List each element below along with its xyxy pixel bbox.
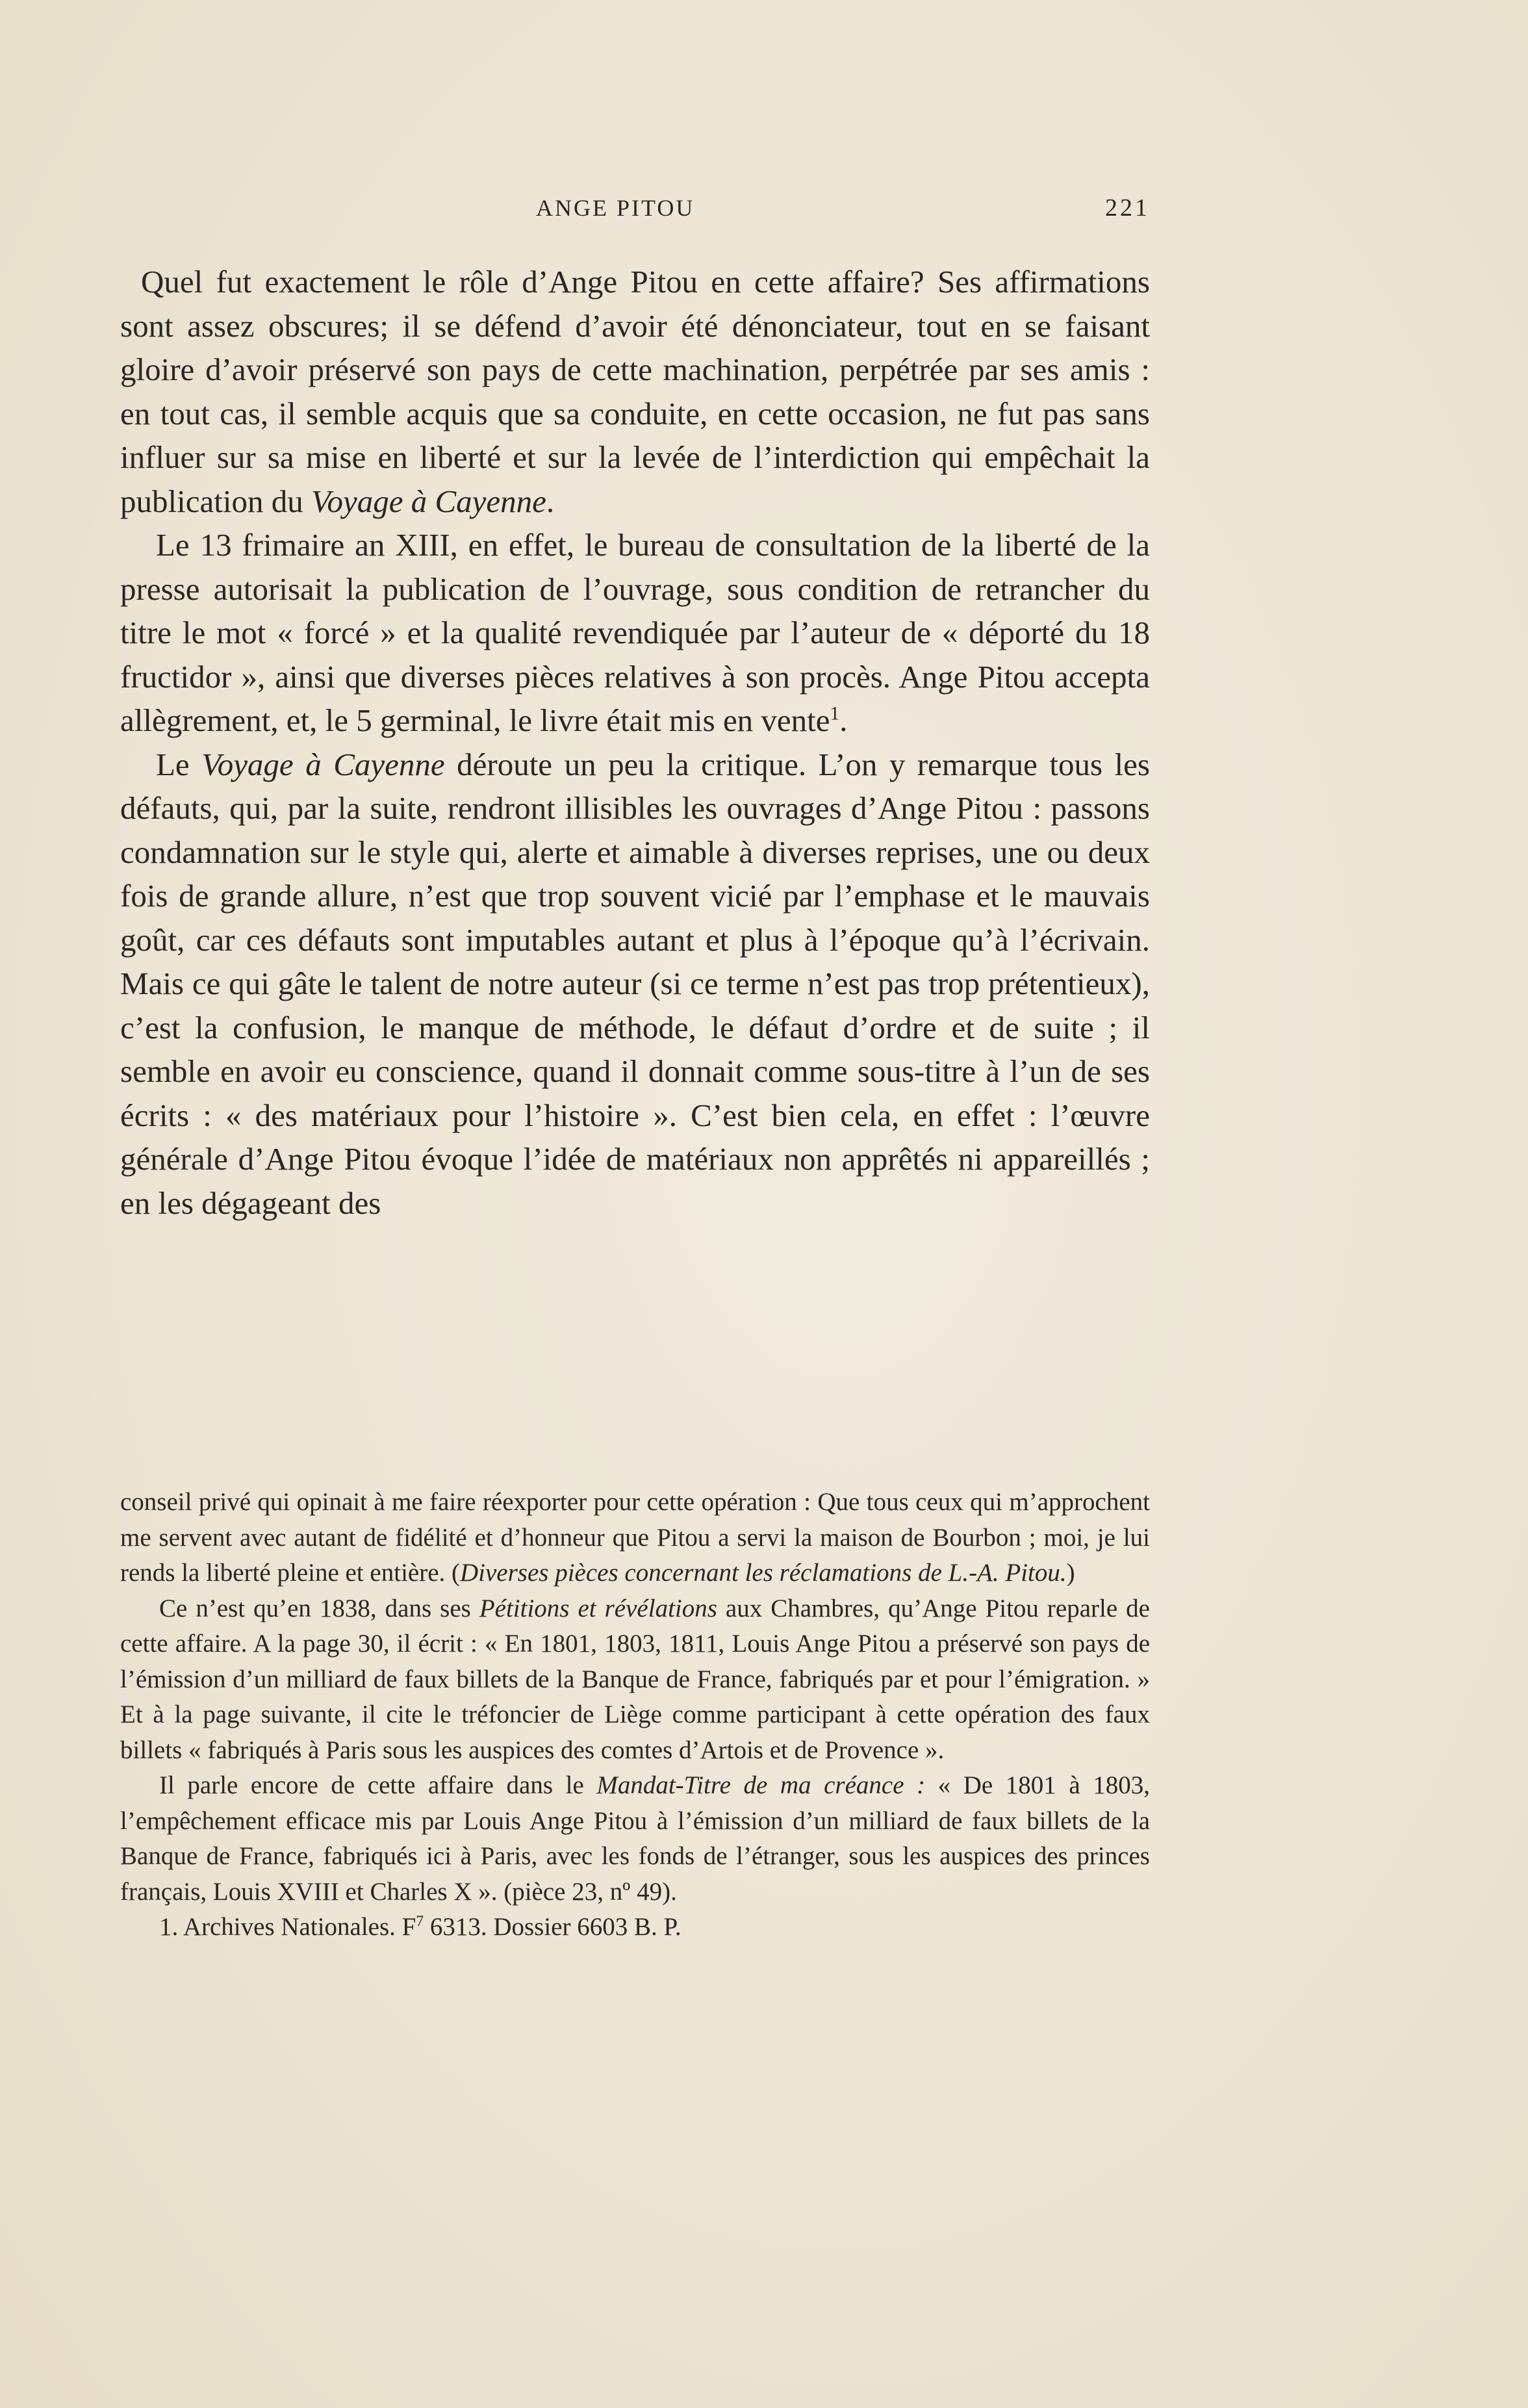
footnote-text: « De 1801 à 1803, l’empêchement efficace mis par Louis Ange Pitou à l’émission d’un milliard de faux billets de la Banque de France, fabriqués ici à Paris, avec les fonds de l’étranger, sous les auspices des princes français, Louis XVIII et Charles X ». (pièce 23, nº 49). [120,1771,1150,1906]
source-title: Diverses pièces concernant les réclamations de L.-A. Pitou. [460,1559,1067,1587]
book-title: Voyage à Cayenne [311,483,546,519]
footnote [120,1591,1150,1769]
paragraph [120,743,1150,1225]
footnote-text: conseil privé qui opinait à me faire réexporter pour cette opération : Que tous ceux qui m’approchent me servent avec autant de fidélité et d’honneur que Pitou a servi la maison de Bourbon ; moi, je lui rends la liberté pleine et entière. ( [120,1488,1150,1587]
page-number: 221 [1105,194,1150,222]
running-header [120,188,1150,227]
book-title: Voyage à Cayenne [201,746,445,782]
punctuation: ) [1066,1559,1075,1587]
footnote-start: Il parle encore de cette affaire dans le [159,1771,597,1799]
punctuation: . [839,702,848,738]
footnote [120,1910,1150,1945]
footnote-text: 1. Archives Nationales. F [159,1913,416,1941]
paragraph-start: Le [156,746,202,782]
source-title: Pétitions et révélations [479,1594,717,1622]
footnote-text: 6313. Dossier 6603 B. P. [424,1913,681,1941]
source-title: Mandat-Titre de ma créance : [596,1771,926,1799]
footnotes [120,1485,1150,1945]
superscript: 7 [416,1913,424,1930]
running-title: ANGE PITOU [536,195,695,221]
paragraph [120,260,1150,523]
footnote [120,1485,1150,1591]
paragraph-text: Quel fut exactement le rôle d’Ange Pitou en cette affaire? Ses affirmations sont assez obscures; il se défend d’avoir été dénonciateur, tout en se faisant gloire d’avoir préservé son pays de cette machination, perpétrée par ses amis : en tout cas, il semble acquis que sa conduite, en cette occasion, ne fut pas sans influer sur sa mise en liberté et sur la levée de l’interdiction qui empêchait la publication du [120,264,1150,519]
punctuation: . [546,483,555,519]
paragraph [120,523,1150,743]
footnote [120,1768,1150,1910]
paragraph-text: déroute un peu la critique. L’on y remarque tous les défauts, qui, par la suite, rendront illisibles les ouvrages d’Ange Pitou : passons condamnation sur le style qui, alerte et aimable à diverses reprises, une ou deux fois de grande allure, n’est que trop souvent vicié par l’emphase et le mauvais goût, car ces défauts sont imputables autant et plus à l’époque qu’à l’écrivain. Mais ce qui gâte le talent de notre auteur (si ce terme n’est pas trop prétentieux), c’est la confusion, le manque de méthode, le défaut d’ordre et de suite ; il semble en avoir eu conscience, quand il donnait comme sous-titre à l’un de ses écrits : « des matériaux pour l’histoire ». C’est bien cela, en effet : l’œuvre générale d’Ange Pitou évoque l’idée de matériaux non apprêtés ni appareillés ; en les dégageant des [120,746,1150,1221]
footnote-ref: 1 [830,703,840,724]
main-text [120,260,1150,1225]
paragraph-text: Le 13 frimaire an XIII, en effet, le bureau de consultation de la liberté de la presse autorisait la publication de l’ouvrage, sous condition de retrancher du titre le mot « forcé » et la qualité revendiquée par l’auteur de « déporté du 18 fructidor », ainsi que diverses pièces relatives à son procès. Ange Pitou accepta allègrement, et, le 5 germinal, le livre était mis en vente [120,527,1150,738]
footnote-start: Ce n’est qu’en 1838, dans ses [159,1594,479,1622]
footnote-text: aux Chambres, qu’Ange Pitou reparle de cette affaire. A la page 30, il écrit : « En 1801, 1803, 1811, Louis Ange Pitou a préservé son pays de l’émission d’un milliard de faux billets de la Banque de France, fabriqués par et pour l’émigration. » Et à la page suivante, il cite le tréfoncier de Liège comme participant à cette opération des faux billets « fabriqués à Paris sous les auspices des comtes d’Artois et de Provence ». [120,1594,1150,1764]
